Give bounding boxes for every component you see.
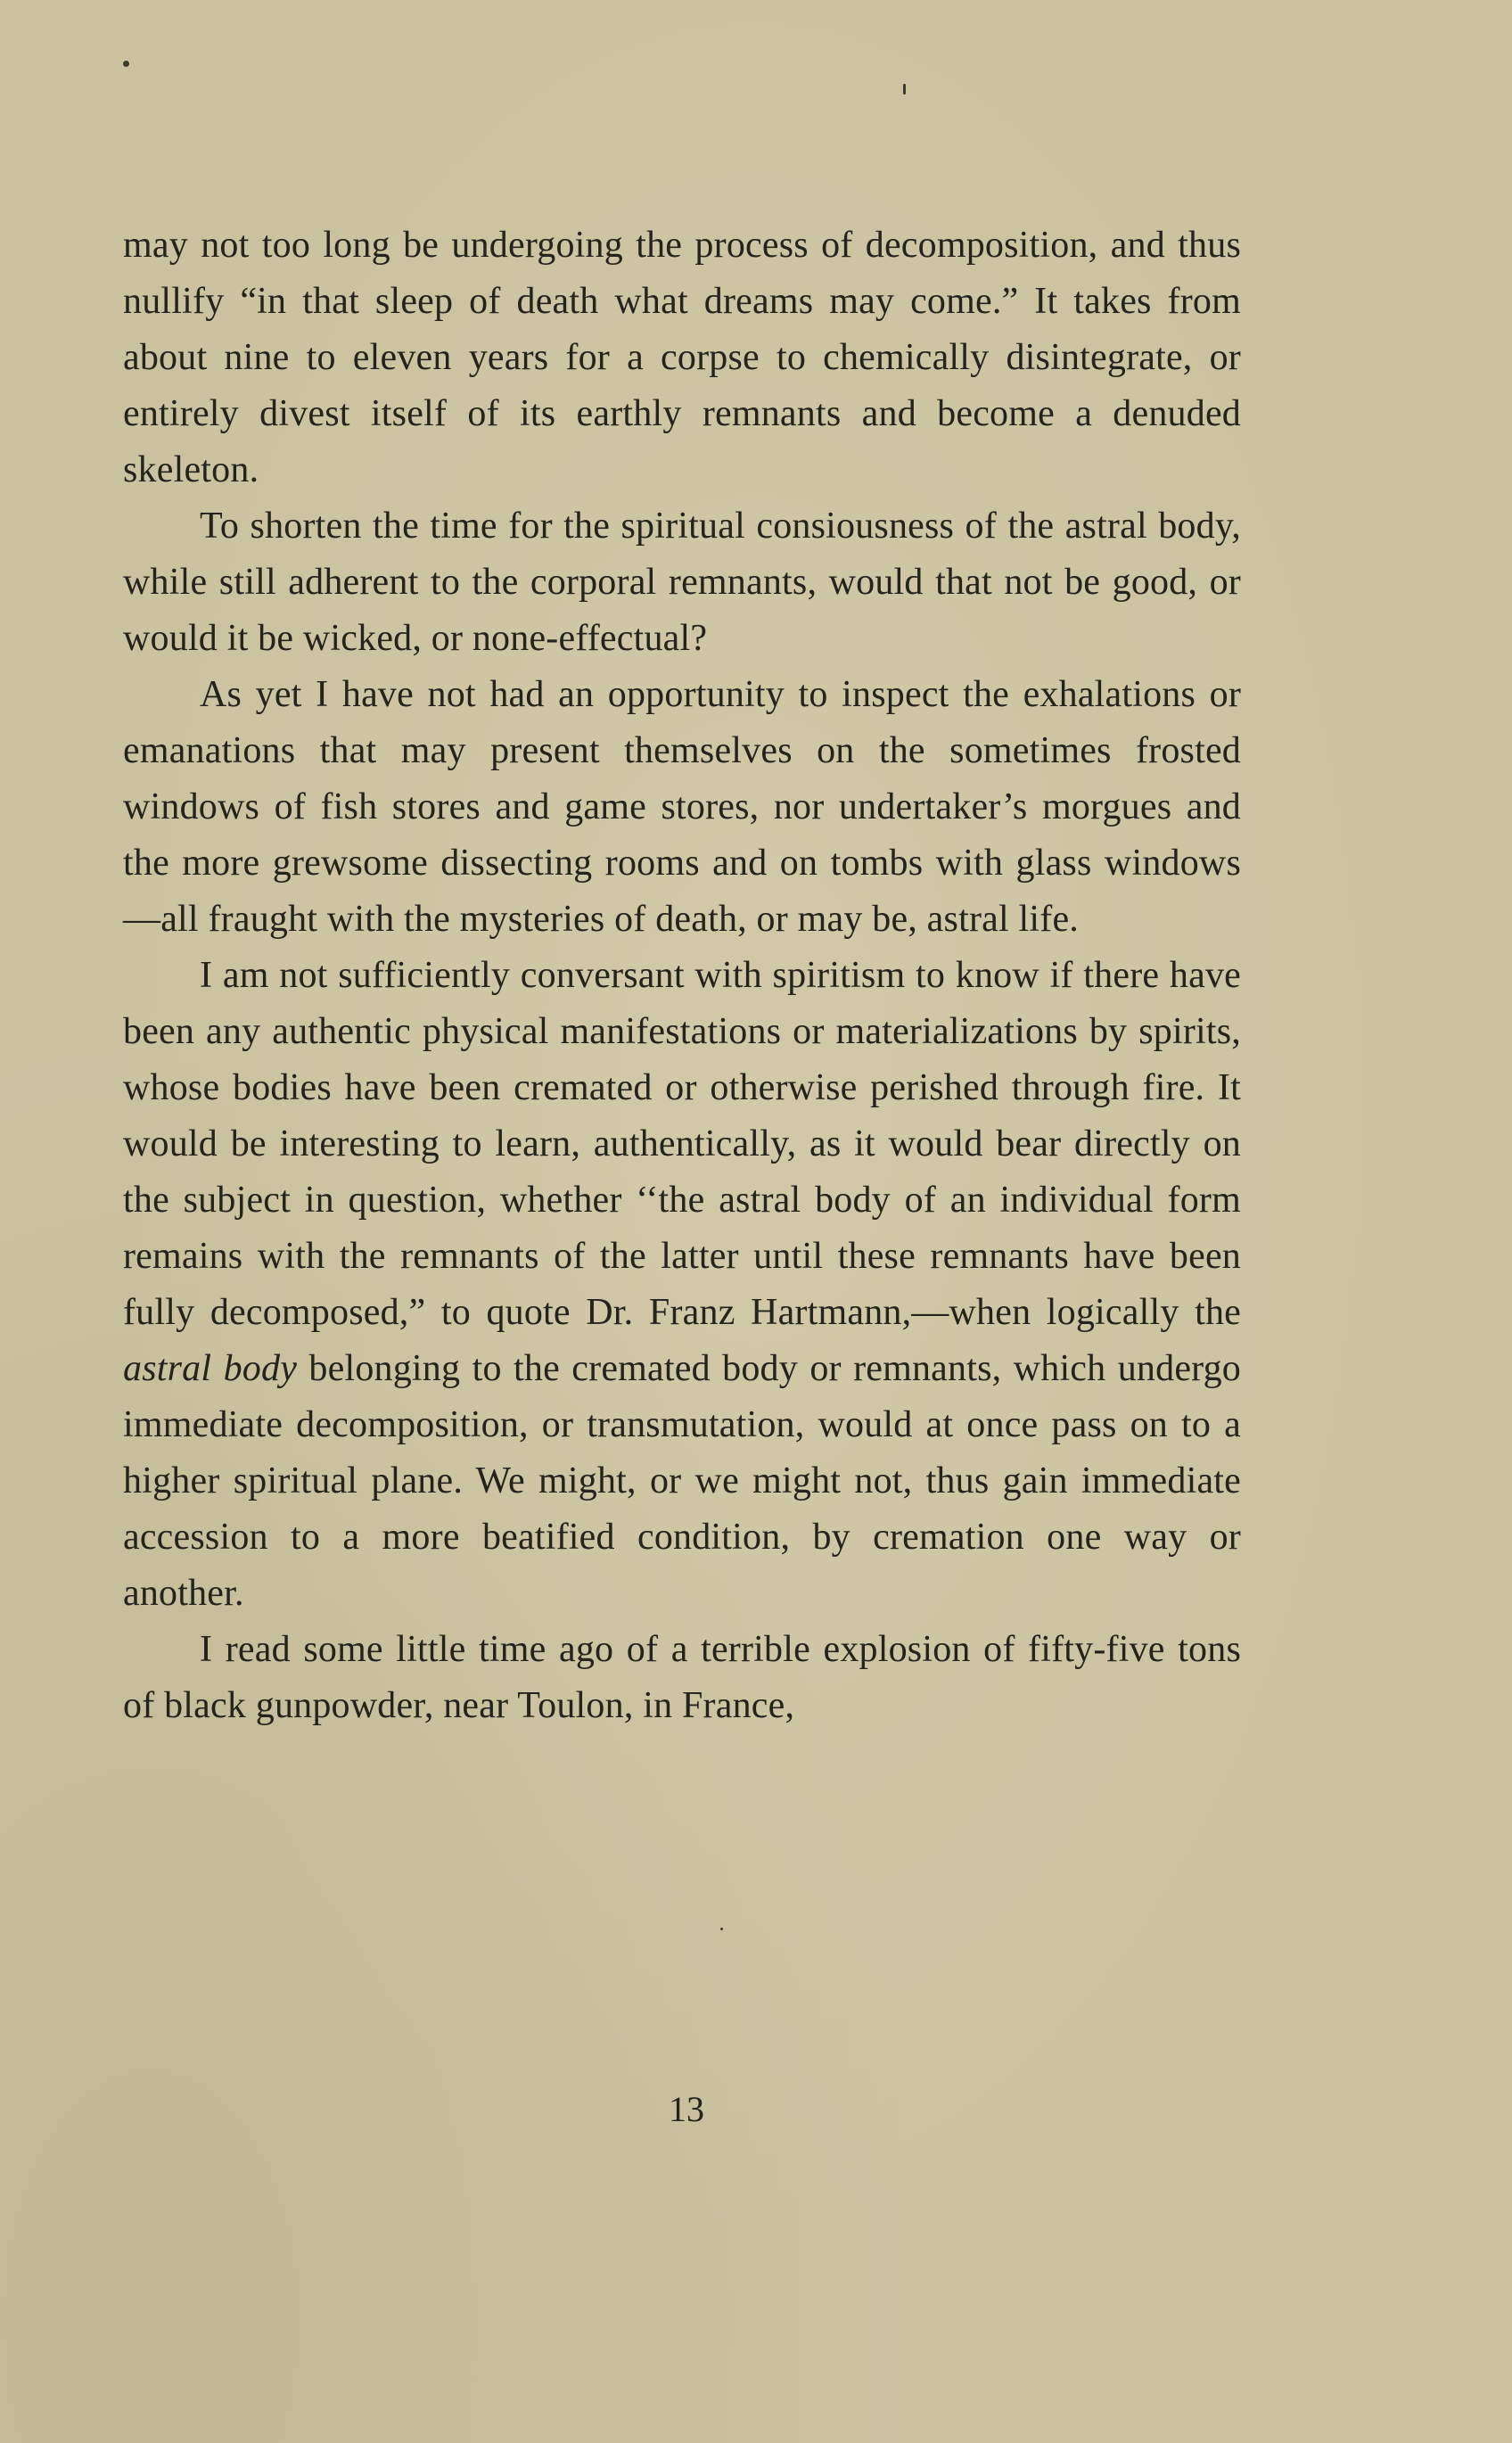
paragraph (123, 1622, 1241, 1734)
paragraph (123, 667, 1241, 948)
ink-speck (123, 61, 129, 67)
paragraph-text: To shorten the time for the spiritual consiousness of the astral body, while still adherent to the corporal remnants, would that not be good, or would it be wicked, or none-effectual? (123, 506, 1241, 659)
paragraph-text: As yet I have not had an opportunity to inspect the exhalations or emanations that may present themselves on the sometimes frosted windows of fish stores and game stores, nor undertaker’s morgues and the more grewsome dissecting rooms and on tombs with glass windows—all fraught with the mysteries of death, or may be, astral life. (123, 674, 1241, 940)
italic-phrase: astral body (123, 1348, 298, 1389)
page-number: 13 (669, 2089, 704, 2129)
paragraph-text: I read some little time ago of a terrible explosion of fifty-five tons of black gunpowder, near Toulon, in France, (123, 1629, 1241, 1726)
ink-speck (720, 1928, 723, 1930)
paragraph (123, 498, 1241, 667)
body-text (123, 218, 1241, 1734)
ink-speck (903, 84, 906, 95)
paragraph-text: belonging to the cremated body or remnants, which undergo immediate decomposition, or transmutation, would at once pass on to a higher spiritual plane. We might, or we might not, thus gain immediate accession to a more beatified condition, by cremation one way or another. (123, 1348, 1241, 1614)
paragraph (123, 218, 1241, 498)
paragraph-text: may not too long be undergoing the process of decomposition, and thus nullify “in that sleep of death what dreams may come.” It takes from about nine to eleven years for a corpse to chemically disintegrate, or entirely divest itself of its earthly remnants and become a denuded skeleton. (123, 225, 1241, 490)
paragraph (123, 948, 1241, 1622)
paragraph-text: I am not sufficiently conversant with spiritism to know if there have been any authentic physical manifestations or materializations by spirits, whose bodies have been cremated or otherwise perished through fire. It would be interesting to learn, authentically, as it would bear directly on the subject in question, whether ‘‘the astral body of an individual form remains with the remnants of the latter until these remnants have been fully decomposed,” to quote Dr. Franz Hartmann,—when logically the (123, 955, 1241, 1333)
